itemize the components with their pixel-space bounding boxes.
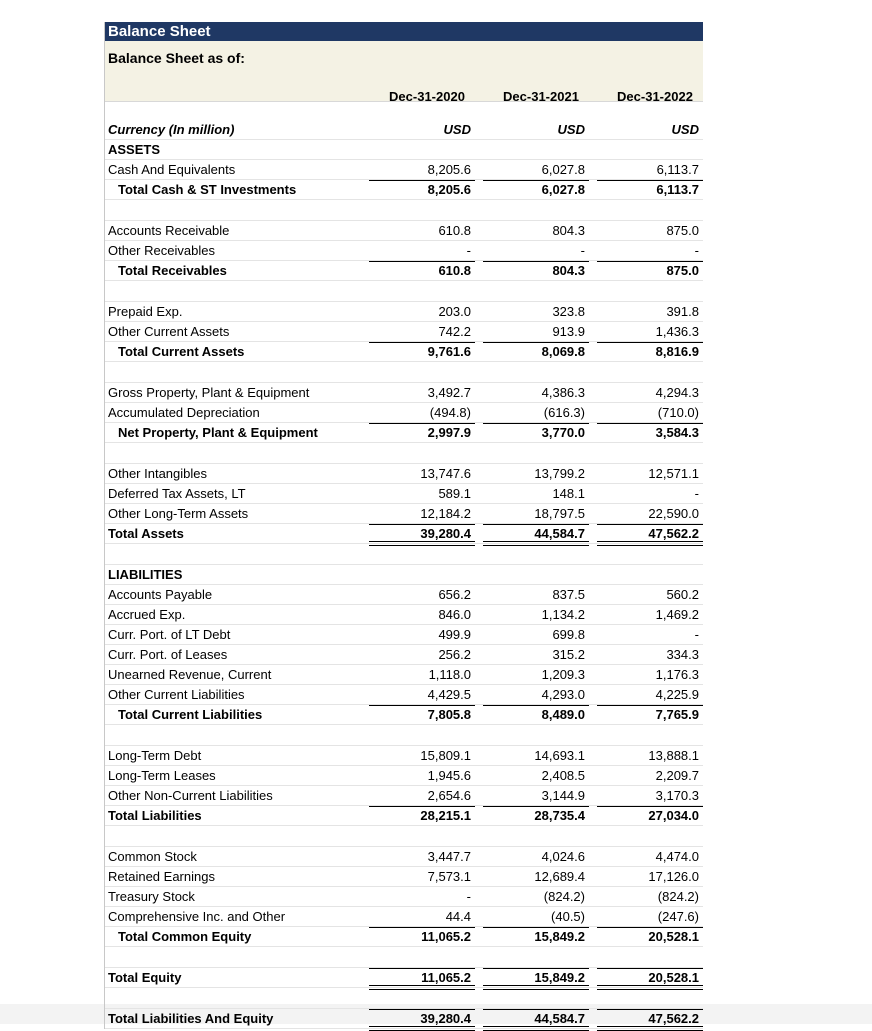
value-col-2: 28,735.4: [534, 808, 585, 823]
value-col-2: 6,027.8: [541, 162, 585, 177]
row-other-cur-assets: [105, 322, 703, 342]
value-col-1: 499.9: [438, 627, 471, 642]
value-col-1: 28,215.1: [420, 808, 471, 823]
row-label: Unearned Revenue, Current: [108, 667, 272, 682]
value-col-2: 699.8: [552, 627, 585, 642]
sum-underline: [597, 180, 703, 181]
value-col-1: 2,654.6: [427, 788, 471, 803]
spacer-row: [105, 443, 703, 464]
value-col-1: 203.0: [438, 304, 471, 319]
sum-underline: [369, 968, 475, 969]
value-col-2: 804.3: [552, 263, 585, 278]
row-total-cur-assets: [105, 342, 703, 362]
row-label: Total Receivables: [118, 263, 227, 278]
currency-row: [105, 120, 703, 140]
row-cash: [105, 160, 703, 180]
row-total-rec: [105, 261, 703, 281]
value-col-2: 323.8: [552, 304, 585, 319]
value-col-3: 22,590.0: [648, 506, 699, 521]
row-label: Common Stock: [108, 849, 197, 864]
spacer-row: [105, 281, 703, 302]
value-col-1: 3,447.7: [427, 849, 471, 864]
row-label: Curr. Port. of Leases: [108, 647, 228, 662]
value-col-1: 44.4: [445, 909, 471, 924]
row-accrued: [105, 605, 703, 625]
row-label: Total Current Assets: [118, 344, 245, 359]
value-col-3: 391.8: [666, 304, 699, 319]
spacer-row: [105, 826, 703, 847]
spacer-row: [105, 947, 703, 968]
value-col-1: 610.8: [438, 263, 471, 278]
sheet-title: Balance Sheet: [105, 22, 703, 41]
sum-underline: [597, 705, 703, 706]
currency-2: USD: [557, 122, 585, 137]
sum-underline: [369, 806, 475, 807]
value-col-2: 6,027.8: [541, 182, 585, 197]
value-col-1: 8,205.6: [427, 182, 471, 197]
sum-underline: [597, 342, 703, 343]
row-total-assets: [105, 524, 703, 544]
value-col-3: 47,562.2: [648, 526, 699, 541]
row-unearned: [105, 665, 703, 685]
value-col-1: 11,065.2: [421, 929, 471, 944]
value-col-3: 20,528.1: [648, 929, 699, 944]
double-underline: [369, 541, 475, 546]
value-col-1: 7,805.8: [427, 707, 471, 722]
value-col-2: 4,386.3: [541, 385, 585, 400]
sum-underline: [597, 806, 703, 807]
value-col-1: 39,280.4: [420, 526, 471, 541]
sum-underline: [597, 423, 703, 424]
value-col-1: 1,118.0: [428, 667, 471, 682]
row-total-liab: [105, 806, 703, 826]
value-col-1: 2,997.9: [427, 425, 471, 440]
row-label: Long-Term Leases: [108, 768, 216, 783]
sum-underline: [369, 927, 475, 928]
value-col-3: 334.3: [666, 647, 699, 662]
spacer-row: [105, 200, 703, 221]
value-col-3: -: [694, 627, 699, 642]
date-col-1: Dec-31-2020: [389, 89, 465, 104]
row-lt-leases: [105, 766, 703, 786]
liabilities-heading: LIABILITIES: [108, 567, 183, 582]
value-col-3: (247.6): [657, 909, 699, 924]
value-col-2: 3,770.0: [541, 425, 585, 440]
value-col-3: 3,584.3: [655, 425, 699, 440]
row-label: Deferred Tax Assets, LT: [108, 486, 246, 501]
row-total-liab-eq: [105, 1009, 703, 1029]
row-total-cash: [105, 180, 703, 200]
double-underline: [597, 1026, 703, 1031]
value-col-2: 4,024.6: [541, 849, 585, 864]
value-col-3: (824.2): [657, 889, 699, 904]
value-col-3: (710.0): [657, 405, 699, 420]
value-col-2: 1,134.2: [541, 607, 585, 622]
row-curr-leases: [105, 645, 703, 665]
value-col-3: 1,176.3: [655, 667, 699, 682]
value-col-1: 15,809.1: [420, 748, 471, 763]
row-label: Total Current Liabilities: [118, 707, 263, 722]
value-col-3: 6,113.7: [656, 182, 699, 197]
sum-underline: [369, 524, 475, 525]
value-col-1: 12,184.2: [420, 506, 471, 521]
sum-underline: [369, 180, 475, 181]
value-col-3: 1,469.2: [655, 607, 699, 622]
table-body: [105, 160, 703, 1029]
value-col-2: 913.9: [552, 324, 585, 339]
value-col-2: (824.2): [543, 889, 585, 904]
value-col-1: 7,573.1: [427, 869, 471, 884]
value-col-1: 742.2: [438, 324, 471, 339]
row-other-cur-liab: [105, 685, 703, 705]
value-col-2: 837.5: [552, 587, 585, 602]
value-col-3: 17,126.0: [648, 869, 699, 884]
section-heading-assets: [105, 140, 703, 160]
row-label: Total Equity: [108, 970, 182, 985]
row-label: Other Current Assets: [108, 324, 230, 339]
row-label: Other Receivables: [108, 243, 215, 258]
value-col-2: 12,689.4: [534, 869, 585, 884]
row-label: Total Common Equity: [118, 929, 252, 944]
row-label: Total Cash & ST Investments: [118, 182, 297, 197]
value-col-1: 8,205.6: [427, 162, 471, 177]
value-col-2: 15,849.2: [534, 929, 585, 944]
date-col-3: Dec-31-2022: [617, 89, 693, 104]
value-col-3: 13,888.1: [648, 748, 699, 763]
row-other-noncur: [105, 786, 703, 806]
sum-underline: [597, 968, 703, 969]
value-col-2: 44,584.7: [534, 1011, 585, 1026]
value-col-3: 20,528.1: [648, 970, 699, 985]
row-label: Long-Term Debt: [108, 748, 202, 763]
row-net-ppe: [105, 423, 703, 443]
value-col-2: 315.2: [552, 647, 585, 662]
value-col-3: 6,113.7: [656, 162, 699, 177]
value-col-2: 4,293.0: [541, 687, 585, 702]
spacer-row: [105, 544, 703, 565]
sum-underline: [483, 927, 589, 928]
sum-underline: [597, 261, 703, 262]
row-deferred-tax: [105, 484, 703, 504]
row-treasury: [105, 887, 703, 907]
value-col-3: 4,474.0: [655, 849, 699, 864]
value-col-1: 13,747.6: [420, 466, 471, 481]
row-label: Other Long-Term Assets: [108, 506, 249, 521]
value-col-2: 2,408.5: [541, 768, 585, 783]
value-col-2: (40.5): [551, 909, 585, 924]
sum-underline: [597, 524, 703, 525]
row-acct-pay: [105, 585, 703, 605]
section-heading-liabilities: [105, 565, 703, 585]
value-col-3: 4,294.3: [655, 385, 699, 400]
row-other-intang: [105, 464, 703, 484]
row-label: Comprehensive Inc. and Other: [108, 909, 286, 924]
row-label: Net Property, Plant & Equipment: [118, 425, 318, 440]
double-underline: [369, 1026, 475, 1031]
row-other-lt-assets: [105, 504, 703, 524]
row-acct-rec: [105, 221, 703, 241]
value-col-3: 3,170.3: [655, 788, 699, 803]
value-col-3: 7,765.9: [655, 707, 699, 722]
double-underline: [483, 541, 589, 546]
row-label: Prepaid Exp.: [108, 304, 183, 319]
value-col-3: 875.0: [666, 223, 699, 238]
row-curr-ltd: [105, 625, 703, 645]
value-col-3: 560.2: [666, 587, 699, 602]
sum-underline: [483, 524, 589, 525]
value-col-1: 1,945.6: [427, 768, 471, 783]
row-label: Curr. Port. of LT Debt: [108, 627, 231, 642]
row-label: Retained Earnings: [108, 869, 215, 884]
row-total-equity: [105, 968, 703, 988]
sum-underline: [483, 261, 589, 262]
row-gross-ppe: [105, 383, 703, 403]
value-col-3: 4,225.9: [655, 687, 699, 702]
sum-underline: [597, 1009, 703, 1010]
value-col-3: -: [694, 486, 699, 501]
value-col-1: (494.8): [429, 405, 471, 420]
spacer-row: [105, 988, 703, 1009]
value-col-3: 27,034.0: [648, 808, 699, 823]
sum-underline: [483, 705, 589, 706]
as-of-label: Balance Sheet as of:: [108, 50, 245, 66]
row-total-common-eq: [105, 927, 703, 947]
value-col-3: 2,209.7: [655, 768, 699, 783]
balance-sheet-table: [104, 22, 703, 1029]
value-col-3: 875.0: [666, 263, 699, 278]
row-label: Other Non-Current Liabilities: [108, 788, 273, 803]
value-col-2: 8,489.0: [541, 707, 585, 722]
double-underline: [369, 985, 475, 990]
value-col-1: 589.1: [438, 486, 471, 501]
value-col-2: 8,069.8: [541, 344, 585, 359]
row-other-rec: [105, 241, 703, 261]
value-col-3: 8,816.9: [655, 344, 699, 359]
currency-label: Currency (In million): [108, 122, 235, 137]
value-col-1: -: [466, 889, 471, 904]
currency-3: USD: [671, 122, 699, 137]
row-label: Accrued Exp.: [108, 607, 186, 622]
value-col-3: 47,562.2: [648, 1011, 699, 1026]
row-label: Other Current Liabilities: [108, 687, 245, 702]
sum-underline: [369, 705, 475, 706]
value-col-1: -: [466, 243, 471, 258]
assets-heading: ASSETS: [108, 142, 161, 157]
value-col-1: 4,429.5: [427, 687, 471, 702]
spacer-row: [105, 362, 703, 383]
value-col-2: 804.3: [552, 223, 585, 238]
date-col-2: Dec-31-2021: [503, 89, 579, 104]
value-col-2: 3,144.9: [541, 788, 585, 803]
sum-underline: [369, 261, 475, 262]
double-underline: [597, 541, 703, 546]
value-col-2: 13,799.2: [534, 466, 585, 481]
row-total-cur-liab: [105, 705, 703, 725]
row-common-stock: [105, 847, 703, 867]
value-col-2: 18,797.5: [534, 506, 585, 521]
row-label: Accumulated Depreciation: [108, 405, 260, 420]
sum-underline: [597, 927, 703, 928]
value-col-1: 256.2: [438, 647, 471, 662]
value-col-1: 11,065.2: [421, 970, 471, 985]
row-label: Accounts Payable: [108, 587, 213, 602]
row-label: Accounts Receivable: [108, 223, 230, 238]
value-col-2: 148.1: [552, 486, 585, 501]
double-underline: [483, 985, 589, 990]
value-col-2: 44,584.7: [534, 526, 585, 541]
row-prepaid: [105, 302, 703, 322]
spacer-row: [105, 725, 703, 746]
header-block: [105, 41, 703, 102]
value-col-1: 39,280.4: [420, 1011, 471, 1026]
row-label: Gross Property, Plant & Equipment: [108, 385, 310, 400]
value-col-2: 14,693.1: [534, 748, 585, 763]
sum-underline: [369, 342, 475, 343]
value-col-1: 846.0: [438, 607, 471, 622]
value-col-3: -: [694, 243, 699, 258]
double-underline: [483, 1026, 589, 1031]
sum-underline: [483, 342, 589, 343]
value-col-2: 1,209.3: [541, 667, 585, 682]
sum-underline: [483, 1009, 589, 1010]
row-label: Total Assets: [108, 526, 184, 541]
sum-underline: [483, 180, 589, 181]
double-underline: [597, 985, 703, 990]
value-col-1: 9,761.6: [427, 344, 471, 359]
value-col-3: 1,436.3: [655, 324, 699, 339]
row-label: Total Liabilities: [108, 808, 202, 823]
value-col-2: (616.3): [543, 405, 585, 420]
sum-underline: [369, 1009, 475, 1010]
row-label: Treasury Stock: [108, 889, 195, 904]
row-acc-dep: [105, 403, 703, 423]
row-retained: [105, 867, 703, 887]
row-comprehensive: [105, 907, 703, 927]
row-lt-debt: [105, 746, 703, 766]
value-col-2: -: [580, 243, 585, 258]
row-label: Cash And Equivalents: [108, 162, 236, 177]
sum-underline: [483, 968, 589, 969]
value-col-1: 610.8: [438, 223, 471, 238]
value-col-3: 12,571.1: [648, 466, 699, 481]
sum-underline: [483, 423, 589, 424]
sum-underline: [483, 806, 589, 807]
value-col-1: 3,492.7: [427, 385, 471, 400]
value-col-2: 15,849.2: [534, 970, 585, 985]
value-col-1: 656.2: [438, 587, 471, 602]
row-label: Total Liabilities And Equity: [108, 1011, 274, 1026]
sum-underline: [369, 423, 475, 424]
row-label: Other Intangibles: [108, 466, 208, 481]
currency-1: USD: [443, 122, 471, 137]
